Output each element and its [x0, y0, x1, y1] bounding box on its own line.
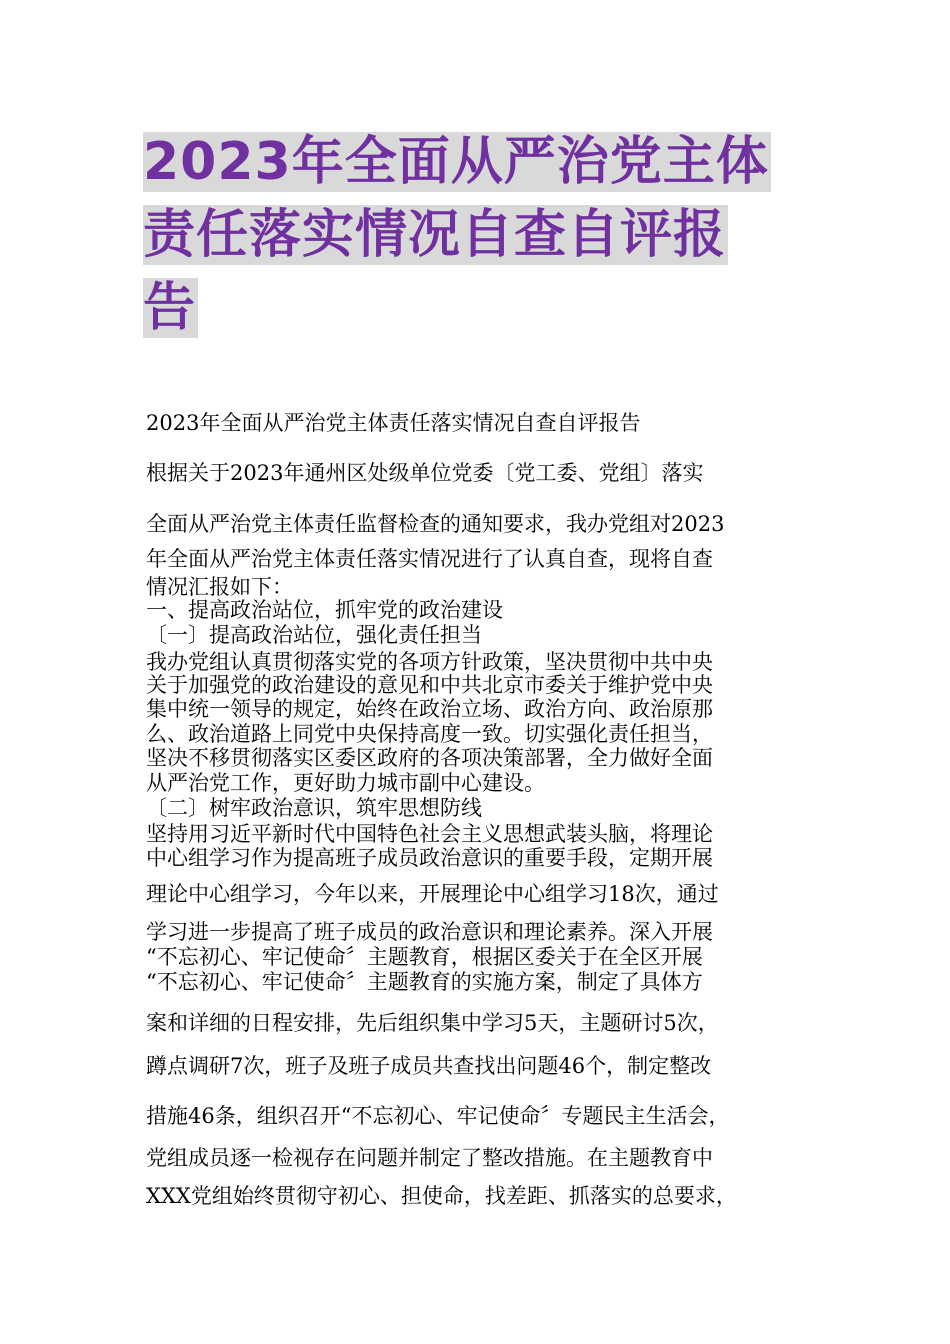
body-line: 全面从严治党主体责任监督检查的通知要求，我办党组对2023 [146, 512, 725, 536]
body-line: 理论中心组学习，今年以来，开展理论中心组学习18次，通过 [146, 882, 719, 906]
body-line: 坚持用习近平新时代中国特色社会主义思想武装头脑，将理论 [146, 822, 713, 846]
body-line: 关于加强党的政治建设的意见和中共北京市委关于维护党中央 [146, 673, 713, 697]
body-line: “不忘初心、牢记使命〞主题教育，根据区委关于在全区开展 [146, 945, 703, 969]
body-line: 党组成员逐一检视存在问题并制定了整改措施。在主题教育中 [146, 1146, 713, 1170]
subsection-heading: 〔一〕提高政治站位，强化责任担当 [146, 623, 482, 647]
body-line: 年全面从严治党主体责任落实情况进行了认真自查，现将自查 [146, 547, 713, 571]
title-line: 2023年全面从严治党主体 [143, 132, 769, 192]
subtitle-line: 2023年全面从严治党主体责任落实情况自查自评报告 [146, 411, 641, 435]
body-line: 集中统一领导的规定，始终在政治立场、政治方向、政治原那 [146, 697, 713, 721]
body-line: “不忘初心、牢记使命〞主题教育的实施方案，制定了具体方 [146, 970, 703, 994]
body-line: 措施46条，组织召开“不忘初心、牢记使命〞专题民主生活会， [146, 1104, 730, 1128]
body-line: 从严治党工作，更好助力城市副中心建设。 [146, 771, 545, 795]
subsection-heading: 〔二〕树牢政治意识，筑牢思想防线 [146, 796, 482, 820]
body-line: 中心组学习作为提高班子成员政治意识的重要手段，定期开展 [146, 846, 713, 870]
body-line: 案和详细的日程安排，先后组织集中学习5天，主题研讨5次， [146, 1011, 719, 1035]
title-line: 告 [143, 278, 197, 338]
body-line: 情况汇报如下： [146, 575, 293, 599]
body-line: XXX党组始终贯彻守初心、担使命，找差距、抓落实的总要求， [146, 1184, 737, 1208]
body-line: 学习进一步提高了班子成员的政治意识和理论素养。深入开展 [146, 920, 713, 944]
document-title [143, 128, 823, 347]
body-line: 蹲点调研7次，班子及班子成员共查找出问题46个，制定整改 [146, 1054, 712, 1078]
title-line: 责任落实情况自查自评报 [143, 205, 727, 265]
body-line: 根据关于2023年通州区处级单位党委〔党工委、党组〕落实 [146, 461, 704, 485]
body-line: 么、政治道路上同党中央保持高度一致。切实强化责任担当， [146, 722, 713, 746]
body-line: 坚决不移贯彻落实区委区政府的各项决策部署，全力做好全面 [146, 746, 713, 770]
section-heading: 一、提高政治站位，抓牢党的政治建设 [146, 598, 503, 622]
body-line: 我办党组认真贯彻落实党的各项方针政策，坚决贯彻中共中央 [146, 650, 713, 674]
